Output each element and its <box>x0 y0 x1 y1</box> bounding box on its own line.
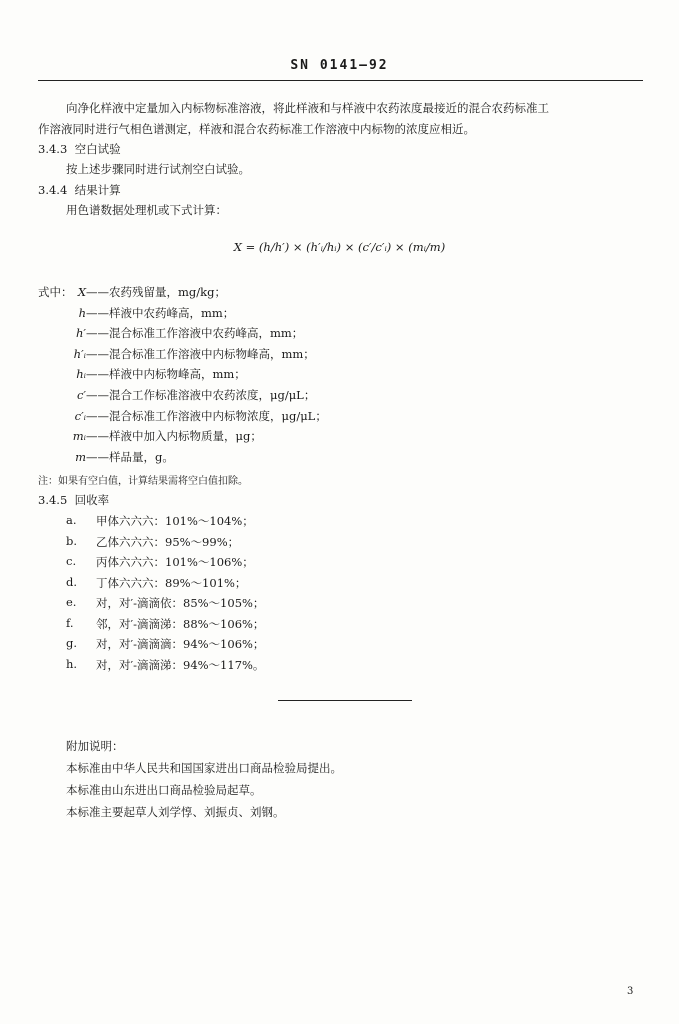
recovery-text: 乙体六六六：95%～99%； <box>96 534 240 549</box>
section-3-4-3-text: 按上述步骤同时进行试剂空白试验。 <box>66 162 250 176</box>
variable-definition <box>28 366 246 382</box>
recovery-label: b. <box>66 533 78 548</box>
section-3-4-3-heading <box>38 141 121 157</box>
recovery-label: c. <box>66 554 77 568</box>
standard-number-header: SN 0141—92 <box>290 58 389 73</box>
variable-symbol: m <box>75 449 86 464</box>
variable-definition <box>28 428 262 444</box>
variable-description: ——样液中加入内标物质量，μg； <box>86 429 262 444</box>
variable-symbol: X <box>77 285 86 299</box>
variable-description: ——农药残留量，mg/kg； <box>86 285 226 299</box>
section-title: 回收率 <box>74 493 110 507</box>
variable-symbol: c′ᵢ <box>74 408 86 423</box>
recovery-label: h. <box>66 656 78 671</box>
recovery-text: 丙体六六六：101%～106%； <box>96 555 254 569</box>
section-number: 3.4.3 <box>38 142 68 156</box>
variable-symbol: hᵢ <box>76 367 86 382</box>
section-title: 结果计算 <box>74 183 121 197</box>
recovery-label: d. <box>66 574 78 589</box>
variable-definition <box>28 325 303 341</box>
variable-description: ——混合标准工作溶液中内标物浓度，μg/μL； <box>86 408 327 423</box>
section-3-4-5-heading <box>38 492 109 508</box>
variable-description: ——样品量，g。 <box>86 449 174 464</box>
variable-definition <box>28 346 315 362</box>
where-label: 式中： <box>38 285 73 299</box>
recovery-text: 甲体六六六：101%～104%； <box>96 514 254 528</box>
variable-definition <box>28 284 226 300</box>
variable-description: ——混合标准工作溶液中内标物峰高，mm； <box>86 346 315 361</box>
recovery-label: f. <box>66 615 74 630</box>
section-number: 3.4.5 <box>38 493 68 507</box>
intro-line-1: 向净化样液中定量加入内标物标准溶液，将此样液和与样液中农药浓度最接近的混合农药标准工 <box>66 101 549 115</box>
variable-description: ——样液中农药峰高，mm； <box>86 305 235 320</box>
variable-definition <box>28 408 327 424</box>
recovery-text: 对，对′-滴滴滴：94%～106%； <box>96 637 265 651</box>
variable-symbol: h′ᵢ <box>73 346 86 361</box>
variable-symbol: h′ <box>75 326 86 341</box>
variable-symbol: mᵢ <box>72 429 86 444</box>
formula: X = (h/h′) × (h′ᵢ/hᵢ) × (c′/c′ᵢ) × (mᵢ/m) <box>233 240 446 254</box>
variable-description: ——混合标准工作溶液中农药峰高，mm； <box>86 326 304 341</box>
recovery-text: 对，对′-滴滴依：85%～105%； <box>96 596 265 610</box>
appendix-line-2: 本标准由山东进出口商品检验局起草。 <box>66 783 262 797</box>
recovery-text: 邻，对′-滴滴涕：88%～106%； <box>96 616 265 631</box>
variable-definition <box>28 305 234 321</box>
note: 注：如果有空白值，计算结果需将空白值扣除。 <box>38 476 248 487</box>
separator-rule <box>278 700 412 701</box>
variable-definition <box>28 449 174 465</box>
variable-description: ——混合工作标准溶液中农药浓度，μg/μL； <box>86 388 316 402</box>
intro-line-2: 作溶液同时进行气相色谱测定，样液和混合农药标准工作溶液中内标物的浓度应相近。 <box>38 122 475 136</box>
section-3-4-4-heading <box>38 182 121 198</box>
variable-symbol: c′ <box>76 388 86 402</box>
appendix-line-3: 本标准主要起草人刘学惇、刘振贞、刘钢。 <box>66 805 285 819</box>
appendix-title: 附加说明： <box>66 739 124 753</box>
appendix-line-1: 本标准由中华人民共和国国家进出口商品检验局提出。 <box>66 761 342 775</box>
section-number: 3.4.4 <box>38 183 68 197</box>
recovery-text: 丁体六六六：89%～101%； <box>96 575 247 590</box>
page-number: 3 <box>627 986 634 997</box>
variable-symbol: h <box>78 305 86 320</box>
section-3-4-4-text: 用色谱数据处理机或下式计算： <box>66 203 227 217</box>
header-rule <box>38 80 643 81</box>
recovery-label: e. <box>66 595 77 609</box>
recovery-text: 对，对′-滴滴涕：94%～117%。 <box>96 657 265 672</box>
variable-definition <box>28 387 315 403</box>
variable-description: ——样液中内标物峰高，mm； <box>86 367 246 382</box>
recovery-label: a. <box>66 513 77 527</box>
recovery-label: g. <box>66 636 78 650</box>
section-title: 空白试验 <box>74 142 121 156</box>
